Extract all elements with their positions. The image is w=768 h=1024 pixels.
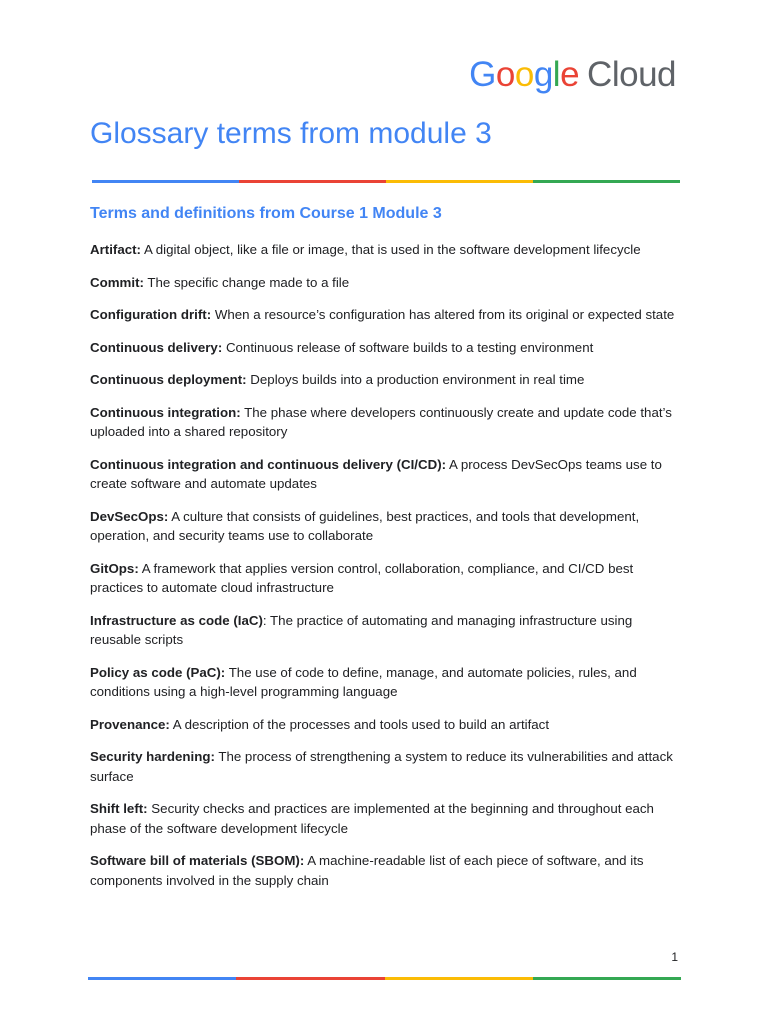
term-definition: The use of code to define, manage, and automate policies, rules, and conditions using a high-level programming language xyxy=(90,664,637,699)
glossary-term xyxy=(90,338,680,358)
glossary-term xyxy=(90,370,680,390)
logo-letter: g xyxy=(533,55,553,94)
glossary-term xyxy=(90,851,680,890)
term-name: Continuous integration: xyxy=(90,404,241,420)
term-name: Continuous integration and continuous delivery (CI/CD): xyxy=(90,456,447,472)
term-definition: A machine-readable list of each piece of software, and its components involved in the supply chain xyxy=(90,853,644,888)
term-definition: A process DevSecOps teams use to create software and automate updates xyxy=(90,456,662,491)
glossary-term xyxy=(90,715,680,735)
glossary-term xyxy=(90,663,680,702)
logo-letter: o xyxy=(495,55,515,94)
term-name: Software bill of materials (SBOM): xyxy=(90,853,305,868)
glossary-term xyxy=(90,240,680,260)
glossary-term xyxy=(90,799,680,838)
section-heading: Terms and definitions from Course 1 Module 3 xyxy=(90,205,442,222)
term-name: Configuration drift: xyxy=(90,307,212,322)
logo-letter: o xyxy=(514,55,534,94)
term-name: Continuous deployment: xyxy=(90,372,247,387)
logo-suffix: Cloud xyxy=(587,55,676,94)
glossary-term xyxy=(90,305,680,325)
glossary-term xyxy=(90,611,680,650)
term-definition: Deploys builds into a production environment in real time xyxy=(246,372,585,387)
rule-segment-yellow xyxy=(385,977,533,980)
term-definition: A framework that applies version control, collaboration, compliance, and CI/CD best practices to automate cloud infrastructure xyxy=(90,560,634,595)
term-definition: A digital object, like a file or image, that is used in the software development lifecycle xyxy=(140,242,641,257)
term-name: Policy as code (PaC): xyxy=(90,664,226,680)
header-color-rule xyxy=(92,180,680,183)
google-cloud-logo xyxy=(469,52,676,98)
term-name: Artifact: xyxy=(90,242,141,257)
term-name: Security hardening: xyxy=(90,749,215,764)
term-definition: The process of strengthening a system to reduce its vulnerabilities and attack surface xyxy=(90,749,673,784)
term-definition: A description of the processes and tools used to build an artifact xyxy=(169,716,550,732)
term-name: Continuous delivery: xyxy=(90,339,223,355)
rule-segment-blue xyxy=(88,977,236,980)
glossary-term xyxy=(90,273,680,293)
term-name: Shift left: xyxy=(90,801,148,816)
rule-segment-red xyxy=(236,977,384,980)
term-definition: The specific change made to a file xyxy=(143,274,350,290)
glossary-term xyxy=(90,559,680,598)
rule-segment-green xyxy=(533,180,680,183)
term-definition: A culture that consists of guidelines, best practices, and tools that development, operation, and security teams use to collaborate xyxy=(90,508,640,543)
glossary-term xyxy=(90,403,680,442)
page-number: 1 xyxy=(671,950,678,964)
glossary-term xyxy=(90,507,680,546)
term-definition: : The practice of automating and managing infrastructure using reusable scripts xyxy=(90,612,633,647)
rule-segment-yellow xyxy=(386,180,533,183)
term-name: Infrastructure as code (IaC) xyxy=(90,612,263,628)
rule-segment-green xyxy=(533,977,681,980)
term-name: Commit: xyxy=(90,274,144,290)
glossary-list xyxy=(90,240,680,903)
rule-segment-blue xyxy=(92,180,239,183)
term-definition: Security checks and practices are implemented at the beginning and throughout each phase of the software development lifecycle xyxy=(90,801,654,836)
glossary-term xyxy=(90,747,680,786)
rule-segment-red xyxy=(239,180,386,183)
page-title: Glossary terms from module 3 xyxy=(90,117,492,150)
logo-letter: G xyxy=(469,55,496,94)
footer-color-rule xyxy=(88,977,681,980)
logo-letter: l xyxy=(552,55,561,94)
term-name: Provenance: xyxy=(90,716,170,732)
term-name: GitOps: xyxy=(90,560,139,576)
glossary-term xyxy=(90,455,680,494)
term-definition: The phase where developers continuously create and update code that’s uploaded into a shared repository xyxy=(90,404,672,439)
logo-letter: e xyxy=(560,55,580,94)
term-definition: When a resource’s configuration has altered from its original or expected state xyxy=(211,307,675,322)
term-name: DevSecOps: xyxy=(90,508,169,524)
term-definition: Continuous release of software builds to a testing environment xyxy=(222,339,594,355)
